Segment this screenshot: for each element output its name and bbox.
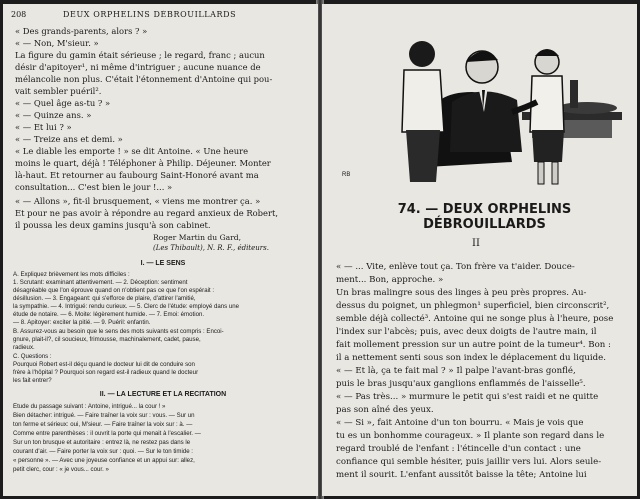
exercise-line: étude de notaire. — 6. Moite: légèrement humide. — 7. Emoi: émotion. [13,311,205,318]
author-name: Roger Martin du Gard, [153,233,242,242]
text-line: mélancolie non plus. C'était l'étonnement d'Antoine qui pou- [15,74,273,84]
exercise-line: Comme entre parenthèses : il ouvrit la porte qui menait à l'escalier. — [13,430,201,437]
exercise-line: frère à l'hôpital ? Pourquoi son regard est-il radieux quand le docteur [13,369,199,376]
text-line: ment... Bon, approche. » [336,275,444,285]
text-line: « — Et lui ? » [15,122,72,132]
source-credit: (Les Thibault), N. R. F., éditeurs. [153,244,269,252]
text-line: Et pour ne pas avoir à répondre au regard anxieux de Robert, [15,208,279,218]
text-line: pas son aîné des yeux. [336,405,434,415]
text-line: semble déjà collecté³. Antoine qui ne songe plus à l'heure, pose [336,314,614,324]
text-line: « Des grands-parents, alors ? » [15,26,148,36]
text-line: « — Quel âge as-tu ? » [15,98,111,108]
text-line: vait sembler puéril². [15,86,102,96]
exercise-line: Pourquoi Robert est-il déçu quand le docteur lui dit de conduire son [13,361,195,368]
right-page [322,4,637,496]
text-line: consultation... C'est bien le jour !... » [15,182,173,192]
exercise-line: courant d'air. — Faire porter la voix sur : quoi. — Sur le ton timide : [13,448,193,455]
running-head: DEUX ORPHELINS DÉBROUILLARDS [63,10,237,19]
text-line: il poussa les deux gamins jusqu'à son cabinet. [15,220,211,230]
section-title-lecture: II. — LA LECTURE ET LA RÉCITATION [99,391,227,398]
text-line: « — Non, M'sieur. » [15,38,99,48]
text-line: tu es un bonhomme courageux. » Il plante son regard dans le [336,431,605,441]
text-line: « Le diable les emporte ! » se dit Antoine. « Une heure [15,146,249,156]
text-line: « — Allons », fit-il brusquement, « viens me montrer ça. » [15,196,261,206]
exercise-line: — 8. Apitoyer: exciter la pitié. — 9. Puéril: enfantin. [13,319,151,326]
text-line: l'index sur l'abcès; puis, avec deux doigts de l'autre main, il [336,327,597,337]
text-line: désir d'apitoyer¹, ni même d'intriguer ; aucune nuance de [15,62,261,72]
exercise-line: « personne ». — Avec une joyeuse confiance et un appui sur: allez, [13,457,195,464]
text-line: « — Si », fait Antoine d'un ton bourru. « Mais je vois que [336,418,584,428]
text-line: fait mollement pression sur un autre point de la tumeur⁴. Bon : [336,340,611,350]
text-line: regard troublé de l'enfant : l'étincelle d'un contact : une [336,444,581,454]
text-line: dessus du poignet, un phlegmon¹ superficiel, bien circonscrit², [336,301,610,311]
text-line: là-haut. Et retourner au faubourg Saint-Honoré avant ma [15,170,259,180]
text-line: « — Treize ans et demi. » [15,134,123,144]
exercise-line: Étude du passage suivant : Antoine, intrigué... la cour ! » [13,403,166,410]
exercise-line: la sympathie. — 4. Intrigué: rendu curieux. — 5. Clerc de l'étude: employé dans une [13,303,240,310]
chapter-title: 74. — DEUX ORPHELINS DÉBROUILLARDS [397,202,572,232]
illustration-signature: RB [342,172,351,178]
exercise-line: gnure, plait-il?, cil soucieux, frimousse, machinalement, cadet, pause, [13,336,201,343]
text-line: Un bras malingre sous des linges à peu près propres. Au- [336,288,587,298]
section-number: II [472,238,480,249]
left-page [3,4,318,496]
exercise-line: désillusion. — 3. Engageant: qui s'efforce de plaire, d'attirer l'amitié, [13,295,196,302]
exercise-line: ton ferme et sérieux: oui, M'sieur. — Faire traîner la voix sur : à. — [13,421,193,428]
exercise-line: 1. Scrutant: examinant attentivement. — 2. Déception: sentiment [13,279,188,286]
page-number: 208 [11,10,27,19]
exercise-line: radieux. [13,344,35,351]
doctor-illustration [332,12,622,188]
exercise-line: A. Expliquez brièvement les mots difficiles : [13,271,130,278]
text-line: il a nettement senti sous son index le déplacement du liquide. [336,353,606,363]
text-line: ment il sourit. L'enfant aussitôt baisse la tête; Antoine lui [336,470,587,480]
exercise-line: désagréable que l'on éprouve quand on n'obtient pas ce que l'on espérait : [13,287,215,294]
text-line: La figure du gamin était sérieuse ; le regard, franc ; aucun [15,50,265,60]
text-line: puis le bras jusqu'aux ganglions enflammés de l'aisselle⁵. [336,379,586,389]
text-line: « — Et là, ça te fait mal ? » Il palpe l'avant-bras gonflé, [336,366,576,376]
exercise-line: petit clerc, cour : « je vous... cour. » [13,466,109,473]
text-line: « — Pas très... » murmure le petit qui s'est raidi et ne quitte [336,392,599,402]
exercise-line: les fait entrer? [13,377,52,384]
text-line: moins le quart, déjà ! Téléphoner à Philip. Déjeuner. Monter [15,158,271,168]
exercise-line: Sur un ton brusque et autoritaire : entrez là, ne restez pas dans le [13,439,191,446]
text-line: « — Quinze ans. » [15,110,92,120]
section-title-sens: I. — LE SENS [140,260,186,267]
exercise-line: B. Assurez-vous au besoin que le sens des mots suivants est compris : Encoi- [13,328,224,335]
text-line: confiance qui semble hésiter, puis jaillir vers lui. Alors seule- [336,457,602,467]
text-line: « — ... Vite, enlève tout ça. Ton frère va t'aider. Douce- [336,262,575,272]
exercise-line: C. Questions : [13,353,52,360]
exercise-line: Bien détacher: intrigué. — Faire traîner la voix sur : vous. — Sur un [13,412,195,419]
